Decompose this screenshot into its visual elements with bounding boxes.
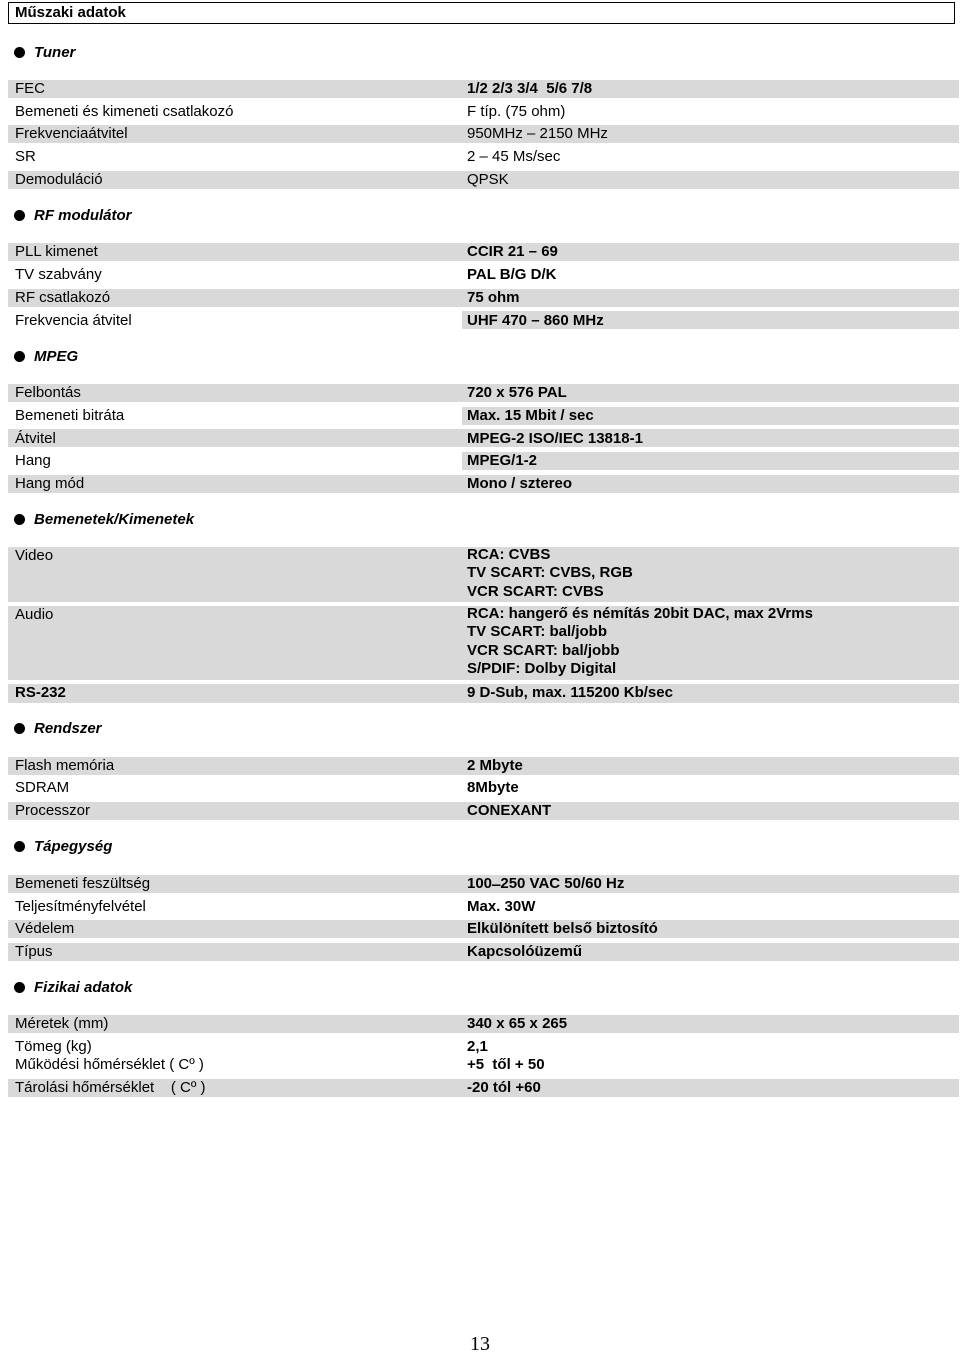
spec-value: 950MHz – 2150 MHz [467,125,608,142]
spec-value: 720 x 576 PAL [467,384,567,401]
spec-value: Mono / sztereo [467,475,573,492]
spec-value: Max. 30W [467,898,536,915]
section-heading-physical [14,978,132,998]
section-title-text: MPEG [34,348,79,365]
spec-value: 100 ̶ 250 VAC 50/60 Hz [467,875,625,892]
spec-value: RCA: hangerő és némítás 20bit DAC, max 2Vrms TV SCART: bal/jobb VCR SCART: bal/jobb S/PDIF: Dolby Digital [467,605,813,677]
spec-label: Működési hőmérséklet ( Cº ) [15,1056,204,1073]
spec-value: CCIR 21 – 69 [467,243,558,260]
spec-value: 8Mbyte [467,779,519,796]
spec-label: Típus [15,943,53,960]
spec-label: Bemeneti feszültség [15,875,151,892]
section-heading-rf [14,206,132,226]
bullet-icon [14,514,25,525]
spec-label: PLL kimenet [15,243,98,260]
section-heading-power [14,837,112,857]
spec-value: RCA: CVBS TV SCART: CVBS, RGB VCR SCART: CVBS [467,546,633,600]
spec-value: MPEG-2 ISO/IEC 13818-1 [467,430,643,447]
spec-label: SDRAM [15,779,70,796]
spec-label: RF csatlakozó [15,289,111,306]
section-heading-mpeg [14,347,78,367]
spec-label: Hang mód [15,475,85,492]
spec-value: MPEG/1-2 [467,452,538,469]
spec-value: 2 Mbyte [467,757,523,774]
spec-value: 75 ohm [467,289,520,306]
spec-label: Átvitel [15,430,56,447]
section-title-text: Bemenetek/Kimenetek [34,511,195,528]
section-title-text: Tuner [34,44,76,61]
spec-label: Demoduláció [15,171,103,188]
spec-value: +5 től + 50 [467,1056,545,1073]
spec-label: TV szabvány [15,266,102,283]
document-title: Műszaki adatok [8,2,955,24]
spec-label: Bemeneti bitráta [15,407,125,424]
spec-label: Audio [15,606,54,623]
bullet-icon [14,210,25,221]
section-heading-tuner [14,43,75,63]
bullet-icon [14,351,25,362]
spec-label: Video [15,547,54,564]
spec-label: Tömeg (kg) [15,1038,92,1055]
spec-value: 2 – 45 Ms/sec [467,148,561,165]
spec-value: Elkülönített belső biztosító [467,920,658,937]
section-heading-system [14,719,102,739]
section-title-text: Fizikai adatok [34,979,133,996]
bullet-icon [14,841,25,852]
spec-label: SR [15,148,36,165]
section-title-text: RF modulátor [34,207,132,224]
spec-label: Bemeneti és kimeneti csatlakozó [15,103,234,120]
spec-label: Hang [15,452,51,469]
spec-value: -20 tól +60 [467,1079,541,1096]
spec-label: Frekvencia átvitel [15,312,132,329]
section-title-text: Tápegység [34,838,113,855]
spec-value: CONEXANT [467,802,552,819]
spec-value: UHF 470 – 860 MHz [467,312,604,329]
spec-value: Max. 15 Mbit / sec [467,407,594,424]
spec-value: 9 D-Sub, max. 115200 Kb/sec [467,684,673,701]
spec-value: 2,1 [467,1038,488,1055]
spec-label: FEC [15,80,45,97]
spec-value: 1/2 2/3 3/4 5/6 7/8 [467,80,593,97]
section-title-text: Rendszer [34,720,102,737]
spec-label: Tárolási hőmérséklet ( Cº ) [15,1079,206,1096]
page-number: 13 [470,1333,490,1355]
spec-label: Frekvenciaátvitel [15,125,128,142]
spec-label: Méretek (mm) [15,1015,109,1032]
bullet-icon [14,982,25,993]
spec-label: Teljesítményfelvétel [15,898,146,915]
spec-label: Felbontás [15,384,81,401]
spec-label: RS-232 [15,684,66,701]
spec-label: Védelem [15,920,75,937]
spec-value: Kapcsolóüzemű [467,943,583,960]
spec-value: 340 x 65 x 265 [467,1015,568,1032]
bullet-icon [14,47,25,58]
spec-value: F típ. (75 ohm) [467,103,566,120]
spec-value: PAL B/G D/K [467,266,557,283]
spec-value: QPSK [467,171,509,188]
spec-label: Processzor [15,802,91,819]
bullet-icon [14,723,25,734]
section-heading-io [14,510,194,530]
spec-label: Flash memória [15,757,115,774]
